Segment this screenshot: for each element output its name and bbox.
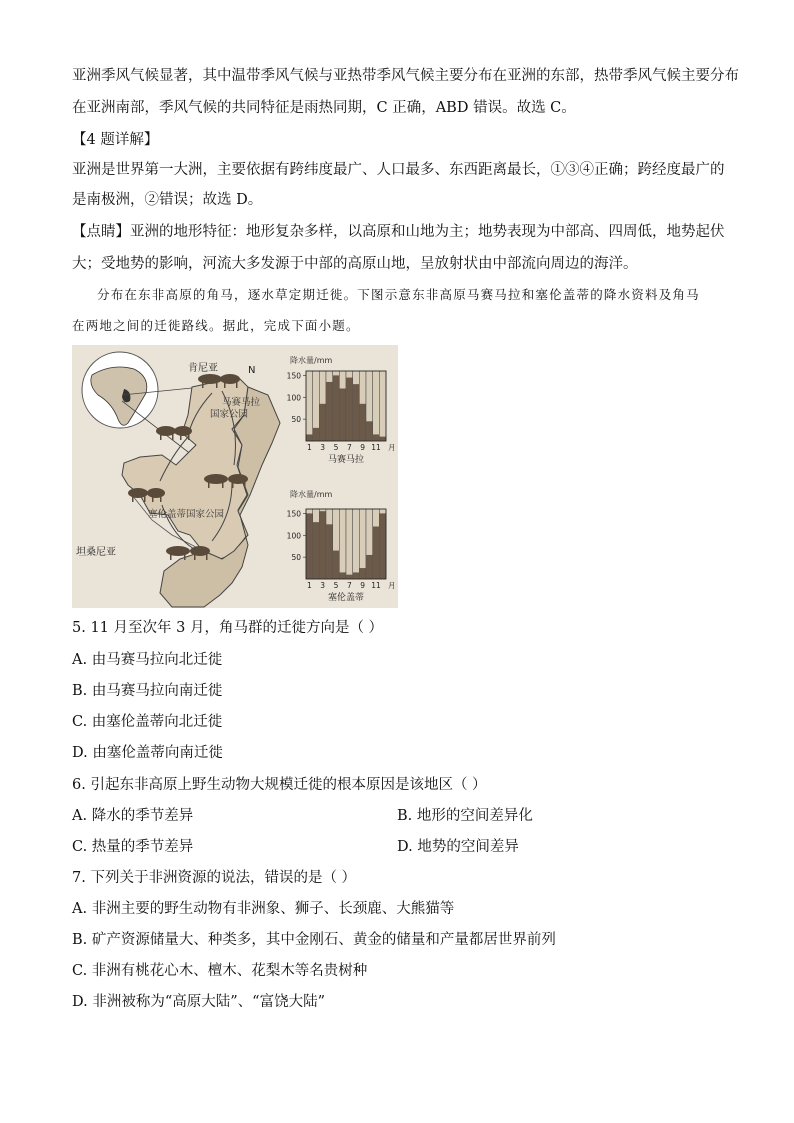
chart-x-tick-label: 11 — [371, 443, 381, 452]
question-7-stem: 7. 下列关于非洲资源的说法，错误的是（ ） — [72, 870, 357, 886]
question-7-option-c[interactable]: C. 非洲有桃花心木、檀木、花梨木等名贵树种 — [72, 963, 368, 979]
chart-x-tick-label: 1 — [306, 443, 312, 452]
chart-bar — [359, 568, 366, 579]
chart-bar — [313, 522, 320, 579]
chart-title: 塞伦盖蒂 — [327, 593, 365, 603]
chart-bar — [306, 434, 313, 441]
chart-month-cell — [306, 371, 313, 441]
chart-bar — [353, 572, 360, 579]
chart-bar — [313, 428, 320, 441]
chart-y-tick-label: 150 — [286, 509, 301, 519]
tip-line-1: 【点睛】亚洲的地形特征：地形复杂多样，以高原和山地为主；地势表现为中部高、四周低，地势起伏 — [72, 224, 725, 240]
chart-bar — [319, 511, 326, 579]
intro-line-2: 在两地之间的迁徙路线。据此，完成下面小题。 — [72, 318, 360, 333]
question-5-option-d[interactable]: D. 由塞伦盖蒂向南迁徙 — [72, 745, 223, 761]
chart-month-cell — [346, 509, 353, 579]
chart-month-cell — [373, 371, 380, 441]
chart-xlabel: 月 — [388, 443, 396, 452]
question-5-option-b[interactable]: B. 由马赛马拉向南迁徙 — [72, 683, 223, 699]
question-6-stem: 6. 引起东非高原上野生动物大规模迁徙的根本原因是该地区（ ） — [72, 777, 487, 793]
chart-x-tick-label: 9 — [360, 581, 366, 590]
chart-bar — [366, 555, 373, 579]
prev-explanation-line-1: 亚洲季风气候显著，其中温带季风气候与亚热带季风气候主要分布在亚洲的东部，热带季风气候主要分布 — [72, 68, 739, 84]
chart-bar — [353, 384, 360, 441]
chart-ylabel: 降水量/mm — [290, 356, 333, 365]
map-label-kenya: 肯尼亚 — [188, 363, 218, 374]
chart-bar — [379, 513, 386, 579]
map-label-masai-mara: 马赛马拉 — [222, 397, 261, 408]
chart-month-cell — [379, 371, 386, 441]
question-7-option-a[interactable]: A. 非洲主要的野生动物有非洲象、狮子、长颈鹿、大熊猫等 — [72, 901, 455, 917]
q4-heading: 【4 题详解】 — [72, 132, 159, 148]
question-6-option-a[interactable]: A. 降水的季节差异 — [72, 808, 194, 824]
question-7-option-b[interactable]: B. 矿产资源储量大、种类多，其中金刚石、黄金的储量和产量都居世界前列 — [72, 932, 556, 948]
chart-bar — [326, 382, 333, 441]
chart-bar — [366, 421, 373, 441]
chart-x-tick-label: 5 — [333, 581, 339, 590]
chart-bar — [373, 527, 380, 580]
q4-explanation-line-1: 亚洲是世界第一大洲，主要依据有跨纬度最广、人口最多、东西距离最长，①③④正确；跨经度最广的 — [72, 162, 725, 178]
chart-bar — [346, 575, 353, 579]
question-5-option-c[interactable]: C. 由塞伦盖蒂向北迁徙 — [72, 714, 223, 730]
chart-x-tick-label: 11 — [371, 581, 381, 590]
chart-bar — [339, 572, 346, 579]
prev-explanation-line-2: 在亚洲南部，季风气候的共同特征是雨热同期，C 正确，ABD 错误。故选 C。 — [72, 100, 576, 116]
chart-y-tick-label: 50 — [291, 553, 301, 563]
chart-bar — [346, 378, 353, 441]
chart-x-tick-label: 3 — [320, 581, 326, 590]
chart-y-tick-label: 50 — [291, 415, 301, 425]
chart-x-tick-label: 5 — [333, 443, 339, 452]
question-6-option-d[interactable]: D. 地势的空间差异 — [397, 839, 519, 855]
question-5-option-a[interactable]: A. 由马赛马拉向北迁徙 — [72, 652, 223, 668]
chart-bar — [333, 551, 340, 579]
chart-month-cell — [353, 509, 360, 579]
migration-figure — [72, 345, 398, 608]
chart-y-tick-label: 150 — [286, 371, 301, 381]
intro-line-1: 分布在东非高原的角马，逐水草定期迁徙。下图示意东非高原马赛马拉和塞伦盖蒂的降水资料及角马 — [97, 287, 700, 302]
chart-bar — [339, 389, 346, 442]
chart-bar — [373, 434, 380, 441]
chart-title: 马赛马拉 — [327, 455, 365, 465]
map-label-tanzania: 坦桑尼亚 — [76, 547, 116, 558]
map-label-serengeti-park: 塞伦盖蒂国家公园 — [148, 509, 225, 520]
chart-y-tick-label: 100 — [286, 531, 301, 541]
chart-x-tick-label: 1 — [306, 581, 312, 590]
chart-bar — [333, 375, 340, 441]
chart-x-tick-label: 7 — [346, 443, 352, 452]
chart-bar — [359, 404, 366, 441]
chart-x-tick-label: 7 — [346, 581, 352, 590]
tip-line-2: 大；受地势的影响，河流大多发源于中部的高原山地，呈放射状由中部流向周边的海洋。 — [72, 256, 638, 272]
q4-explanation-line-2: 是南极洲，②错误；故选 D。 — [72, 192, 263, 208]
chart-ylabel: 降水量/mm — [290, 490, 333, 499]
question-6-option-c[interactable]: C. 热量的季节差异 — [72, 839, 194, 855]
north-arrow-label: N — [248, 365, 256, 376]
chart-y-tick-label: 100 — [286, 393, 301, 403]
chart-bar — [319, 404, 326, 441]
chart-bar — [379, 437, 386, 441]
chart-month-cell — [339, 509, 346, 579]
question-5-stem: 5. 11 月至次年 3 月，角马群的迁徙方向是（ ） — [72, 620, 384, 636]
chart-bar — [326, 524, 333, 579]
question-6-option-b[interactable]: B. 地形的空间差异化 — [397, 808, 533, 824]
chart-xlabel: 月 — [388, 581, 396, 590]
chart-x-tick-label: 3 — [320, 443, 326, 452]
chart-x-tick-label: 9 — [360, 443, 366, 452]
chart-bar — [306, 513, 313, 579]
question-7-option-d[interactable]: D. 非洲被称为“高原大陆”、“富饶大陆” — [72, 994, 325, 1010]
map-label-national-park: 国家公园 — [210, 409, 249, 420]
